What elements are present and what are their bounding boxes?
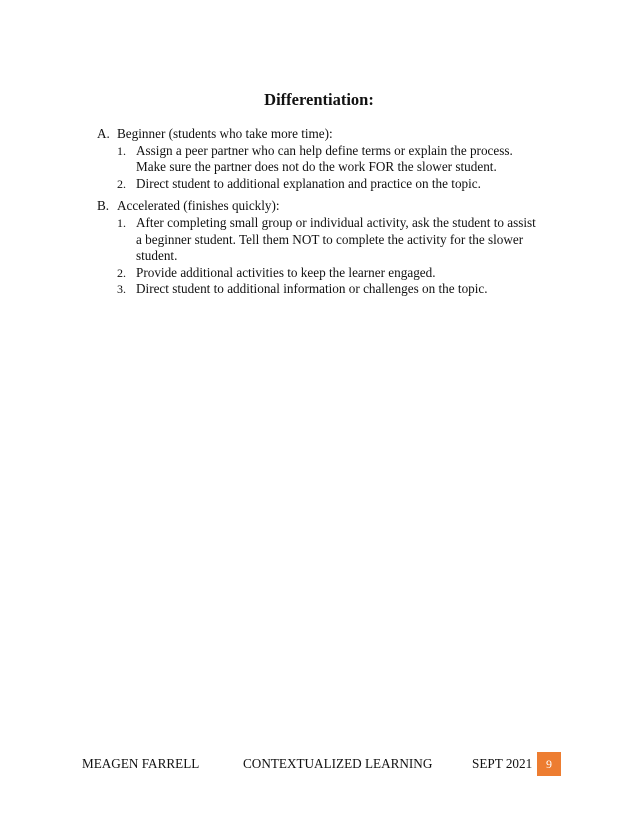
footer-course-title: CONTEXTUALIZED LEARNING <box>243 756 433 771</box>
list-item <box>0 176 638 193</box>
page-footer <box>0 752 638 776</box>
item-number: 3. <box>117 282 126 297</box>
page-number-badge <box>537 752 561 776</box>
list-item <box>0 143 638 176</box>
item-text: After completing small group or individual activity, ask the student to assist a beginner student. Tell them NOT to complete the activity for the slower student. <box>136 214 536 264</box>
item-number: 1. <box>117 215 126 230</box>
item-text: Direct student to additional explanation and practice on the topic. <box>136 175 481 191</box>
section-marker: B. <box>97 198 110 214</box>
item-list <box>0 143 638 193</box>
list-item <box>0 281 638 298</box>
document-body <box>0 126 638 304</box>
page-number: 9 <box>546 757 552 771</box>
footer-author: MEAGEN FARRELL <box>82 756 200 771</box>
footer-date: SEPT 2021 <box>472 756 533 771</box>
list-item <box>0 215 638 265</box>
section-beginner <box>0 126 638 192</box>
item-number: 2. <box>117 176 126 191</box>
item-number: 2. <box>117 265 126 280</box>
section-heading-text: Accelerated (finishes quickly): <box>117 198 280 214</box>
item-number: 1. <box>117 143 126 158</box>
item-text: Direct student to additional information or challenges on the topic. <box>136 281 488 297</box>
item-text: Provide additional activities to keep the learner engaged. <box>136 264 436 280</box>
section-heading <box>0 126 638 143</box>
page-title: Differentiation: <box>264 90 374 109</box>
section-heading-text: Beginner (students who take more time): <box>117 126 333 141</box>
item-list <box>0 215 638 298</box>
item-text: Assign a peer partner who can help define terms or explain the process. Make sure the partner does not do the work FOR the slower student. <box>136 142 513 175</box>
list-item <box>0 265 638 282</box>
section-heading <box>0 198 638 215</box>
section-marker: A. <box>97 126 110 141</box>
section-accelerated <box>0 198 638 298</box>
